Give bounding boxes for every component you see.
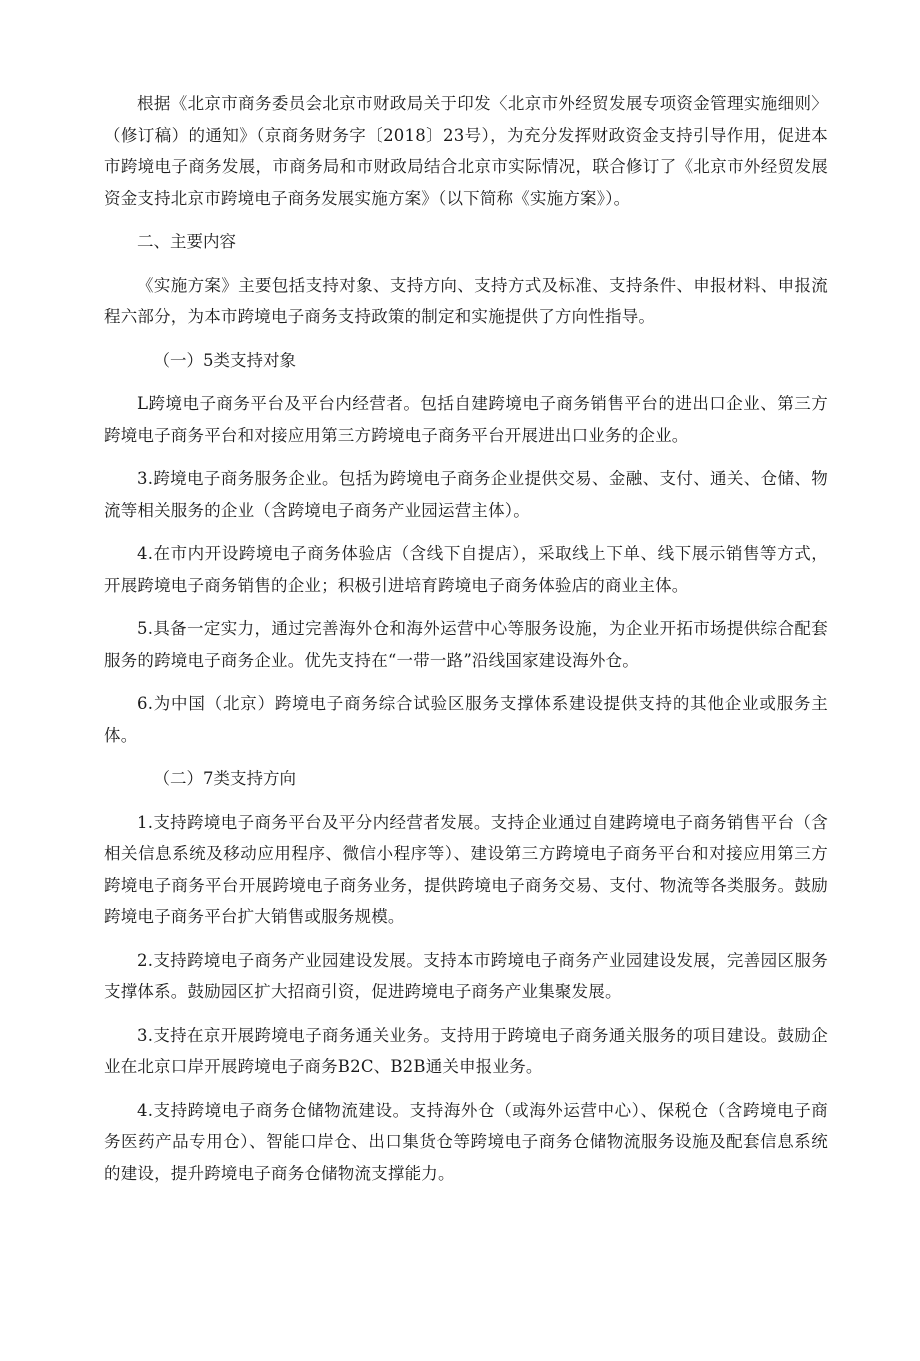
section-heading-main-content: 二、主要内容 [137,232,236,251]
intro-paragraph: 根据《北京市商务委员会北京市财政局关于印发〈北京市外经贸发展专项资金管理实施细则〉（修订稿）的通知》（京商务财务字〔2018〕23号），为充分发挥财政资金支持引导作用，促进本市跨境电子商务发展，市商务局和市财政局结合北京市实际情况，联合修订了《北京市外经贸发展资金支持北京市跨境电子商务发展实施方案》（以下简称《实施方案》）。 [104,94,828,208]
subheading-support-targets: （一）5类支持对象 [153,350,296,370]
subheading-support-directions: （二）7类支持方向 [153,769,296,788]
support-target-item: 4.在市内开设跨境电子商务体验店（含线下自提店），采取线上下单、线下展示销售等方式，开展跨境电子商务销售的企业；积极引进培育跨境电子商务体验店的商业主体。 [104,544,828,595]
section-body-paragraph: 《实施方案》主要包括支持对象、支持方向、支持方式及标准、支持条件、申报材料、申报流程六部分，为本市跨境电子商务支持政策的制定和实施提供了方向性指导。 [104,275,828,326]
support-direction-item: 2.支持跨境电子商务产业园建设发展。支持本市跨境电子商务产业园建设发展，完善园区服务支撑体系。鼓励园区扩大招商引资，促进跨境电子商务产业集聚发展。 [104,950,828,1001]
support-direction-item: 1.支持跨境电子商务平台及平分内经营者发展。支持企业通过自建跨境电子商务销售平台（含相关信息系统及移动应用程序、微信小程序等）、建设第三方跨境电子商务平台和对接应用第三方跨境电子商务平台开展跨境电子商务业务，提供跨境电子商务交易、支付、物流等各类服务。鼓励跨境电子商务平台扩大销售或服务规模。 [104,812,828,926]
support-direction-item: 4.支持跨境电子商务仓储物流建设。支持海外仓（或海外运营中心）、保税仓（含跨境电子商务医药产品专用仓）、智能口岸仓、出口集货仓等跨境电子商务仓储物流服务设施及配套信息系统的建设，提升跨境电子商务仓储物流支撑能力。 [104,1100,828,1183]
support-target-item: 5.具备一定实力，通过完善海外仓和海外运营中心等服务设施，为企业开拓市场提供综合配套服务的跨境电子商务企业。优先支持在“一带一路”沿线国家建设海外仓。 [104,619,828,670]
support-target-item: 6.为中国（北京）跨境电子商务综合试验区服务支撑体系建设提供支持的其他企业或服务主体。 [104,694,828,745]
support-direction-item: 3.支持在京开展跨境电子商务通关业务。支持用于跨境电子商务通关服务的项目建设。鼓励企业在北京口岸开展跨境电子商务B2C、B2B通关申报业务。 [104,1025,828,1076]
support-target-item: L跨境电子商务平台及平台内经营者。包括自建跨境电子商务销售平台的进出口企业、第三方跨境电子商务平台和对接应用第三方跨境电子商务平台开展进出口业务的企业。 [104,394,828,445]
support-target-item: 3.跨境电子商务服务企业。包括为跨境电子商务企业提供交易、金融、支付、通关、仓储、物流等相关服务的企业（含跨境电子商务产业园运营主体）。 [104,469,828,520]
